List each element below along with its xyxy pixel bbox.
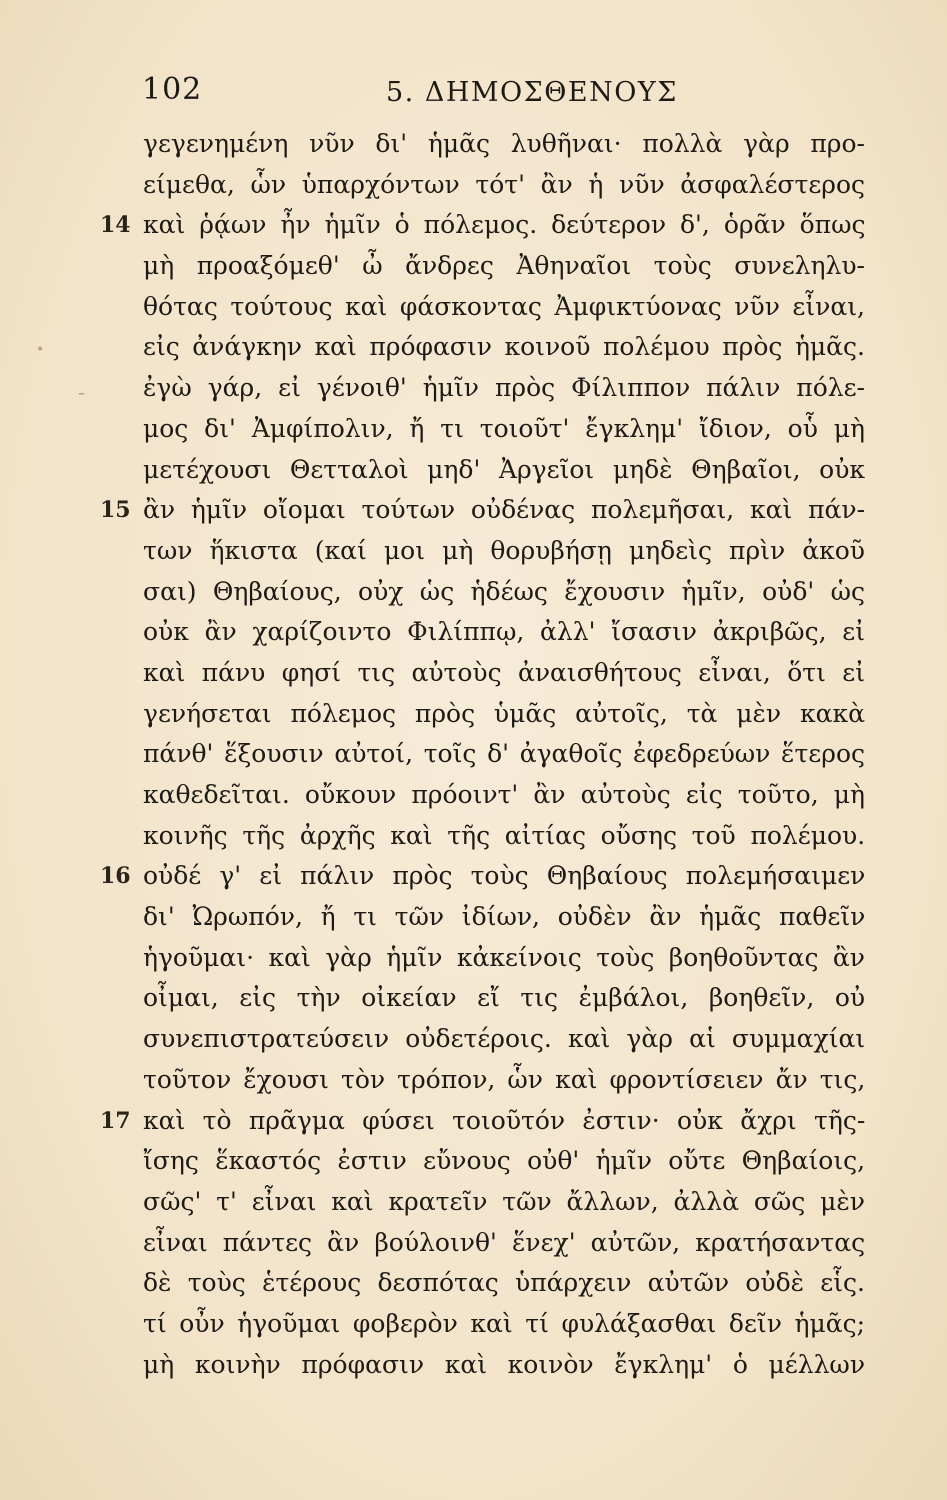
text-line: [0, 1263, 947, 1304]
line-text: οὐκ ἂν χαρίζοιντο Φιλίππῳ, ἀλλ' ἴσασιν ἀκριβῶς, εἰ: [143, 617, 865, 647]
text-line: [0, 409, 947, 450]
line-text: σαι) Θηβαίους, οὐχ ὡς ἡδέως ἔχουσιν ἡμῖν, οὐδ' ὡς: [143, 576, 865, 606]
text-line: [0, 124, 947, 165]
text-line: [0, 205, 947, 246]
text-line: [0, 287, 947, 328]
line-text: κοινῆς τῆς ἀρχῆς καὶ τῆς αἰτίας οὔσης τοῦ πολέμου.: [143, 820, 865, 850]
text-line: [0, 856, 947, 897]
text-line: [0, 531, 947, 572]
text-line: [0, 775, 947, 816]
line-text: μετέχουσι Θετταλοὶ μηδ' Ἀργεῖοι μηδὲ Θηβαῖοι, οὐκ: [143, 454, 865, 484]
text-body: [0, 124, 947, 1385]
line-text: ἡγοῦμαι· καὶ γὰρ ἡμῖν κἀκείνοις τοὺς βοηθοῦντας ἂν: [143, 942, 865, 972]
section-number: 15: [100, 497, 131, 524]
line-text: είμεθα, ὧν ὑπαρχόντων τότ' ἂν ἡ νῦν ἀσφαλέστερος: [143, 169, 865, 199]
line-text: εἰς ἀνάγκην καὶ πρόφασιν κοινοῦ πολέμου πρὸς ἡμᾶς.: [143, 332, 865, 362]
margin-dot-mark: •: [36, 342, 45, 358]
section-number: 16: [100, 863, 131, 890]
line-text: μὴ προαξόμεθ' ὦ ἄνδρες Ἀθηναῖοι τοὺς συνεληλυ-: [143, 251, 865, 281]
text-line: [0, 1223, 947, 1264]
text-line: [0, 1060, 947, 1101]
text-line: [0, 1182, 947, 1223]
text-line: [0, 816, 947, 857]
line-text: οὐδέ γ' εἰ πάλιν πρὸς τοὺς Θηβαίους πολεμήσαιμεν: [143, 861, 865, 891]
line-text: σῶς' τ' εἶναι καὶ κρατεῖν τῶν ἄλλων, ἀλλὰ σῶς μὲν: [143, 1186, 865, 1216]
line-text: καὶ πάνυ φησί τις αὐτοὺς ἀναισθήτους εἶναι, ὅτι εἰ: [143, 657, 865, 687]
line-text: εἶναι πάντες ἂν βούλοινθ' ἕνεχ' αὐτῶν, κρατήσαντας: [143, 1227, 865, 1257]
text-line: [0, 327, 947, 368]
text-line: [0, 612, 947, 653]
margin-dash-mark: -: [78, 380, 85, 404]
line-text: δὲ τοὺς ἑτέρους δεσπότας ὑπάρχειν αὐτῶν οὐδὲ εἷς.: [143, 1268, 865, 1298]
line-text: θότας τούτους καὶ φάσκοντας Ἀμφικτύονας νῦν εἶναι,: [143, 291, 865, 321]
running-title: 5. ΔΗΜΟΣΘΕΝΟΥΣ: [386, 77, 678, 108]
line-text: των ἥκιστα (καί μοι μὴ θορυβήσῃ μηδεὶς πρὶν ἀκοῦ: [143, 535, 865, 565]
line-text: γεγενημένη νῦν δι' ἡμᾶς λυθῆναι· πολλὰ γὰρ προ-: [143, 129, 865, 158]
line-text: γενήσεται πόλεμος πρὸς ὑμᾶς αὐτοῖς, τὰ μὲν κακὰ: [143, 698, 865, 728]
line-text: οἶμαι, εἰς τὴν οἰκείαν εἴ τις ἐμβάλοι, βοηθεῖν, οὐ: [143, 983, 865, 1013]
text-line: [0, 653, 947, 694]
page-number: 102: [142, 72, 203, 107]
line-text: μος δι' Ἀμφίπολιν, ἤ τι τοιοῦτ' ἔγκλημ' ἴδιον, οὗ μὴ: [143, 413, 865, 443]
line-text: συνεπιστρατεύσειν οὐδετέροις. καὶ γὰρ αἱ συμμαχίαι: [143, 1024, 865, 1054]
section-number: 14: [100, 212, 131, 239]
text-line: [0, 734, 947, 775]
text-line: [0, 490, 947, 531]
text-line: [0, 246, 947, 287]
line-text: μὴ κοινὴν πρόφασιν καὶ κοινὸν ἔγκλημ' ὁ μέλλων: [143, 1349, 865, 1379]
text-line: [0, 368, 947, 409]
text-line: [0, 165, 947, 206]
text-line: [0, 450, 947, 491]
text-line: [0, 572, 947, 613]
text-line: [0, 1019, 947, 1060]
section-number: 17: [100, 1107, 131, 1134]
text-line: [0, 938, 947, 979]
line-text: ἴσης ἕκαστός ἐστιν εὔνους οὐθ' ἡμῖν οὔτε Θηβαίοις,: [143, 1146, 865, 1176]
running-head: [138, 72, 878, 112]
text-line: [0, 897, 947, 938]
text-line: [0, 1345, 947, 1386]
text-line: [0, 1141, 947, 1182]
line-text: ἐγὼ γάρ, εἰ γένοιθ' ἡμῖν πρὸς Φίλιππον πάλιν πόλε-: [143, 373, 865, 403]
line-text: καὶ τὸ πρᾶγμα φύσει τοιοῦτόν ἐστιν· οὐκ ἄχρι τῆς-: [143, 1105, 865, 1135]
text-line: [0, 1304, 947, 1345]
text-line: [0, 694, 947, 735]
line-text: πάνθ' ἕξουσιν αὐτοί, τοῖς δ' ἀγαθοῖς ἐφεδρεύων ἕτερος: [143, 739, 865, 769]
text-line: [0, 1101, 947, 1142]
line-text: τοῦτον ἔχουσι τὸν τρόπον, ὧν καὶ φροντίσειεν ἄν τις,: [143, 1064, 865, 1094]
line-text: καθεδεῖται. οὔκουν πρόοιντ' ἂν αὐτοὺς εἰς τοῦτο, μὴ: [143, 780, 865, 809]
line-text: ἂν ἡμῖν οἴομαι τούτων οὐδένας πολεμῆσαι, καὶ πάν-: [143, 495, 865, 525]
line-text: καὶ ῥᾴων ἦν ἡμῖν ὁ πόλεμος. δεύτερον δ', ὁρᾶν ὅπως: [143, 210, 865, 240]
line-text: τί οὖν ἡγοῦμαι φοβερὸν καὶ τί φυλάξασθαι δεῖν ἡμᾶς;: [143, 1308, 865, 1338]
line-text: δι' Ὠρωπόν, ἤ τι τῶν ἰδίων, οὐδὲν ἂν ἡμᾶς παθεῖν: [143, 902, 865, 932]
text-line: [0, 978, 947, 1019]
